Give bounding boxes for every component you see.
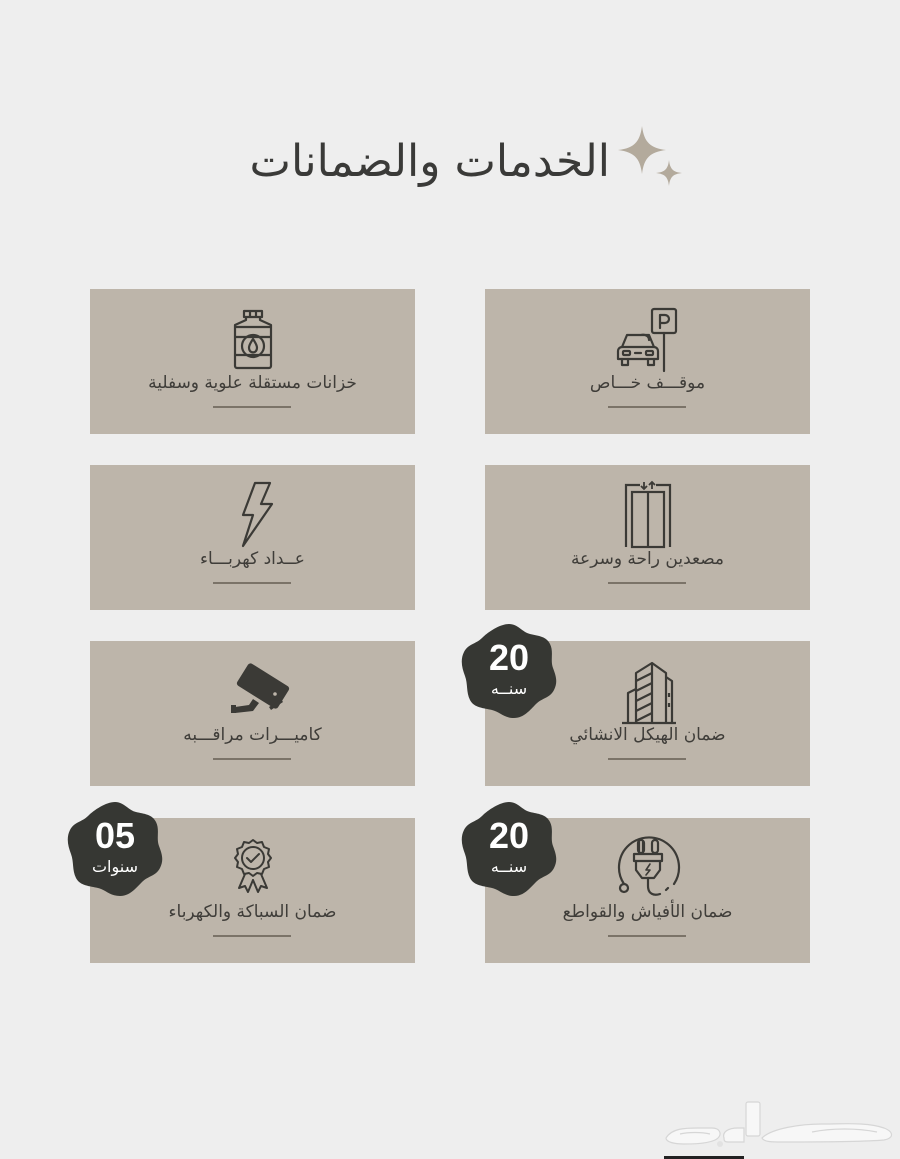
divider <box>608 406 686 408</box>
card-label: عــداد كهربـــاء <box>200 549 305 569</box>
card-tanks <box>90 289 415 434</box>
divider <box>608 758 686 760</box>
water-tank-icon <box>213 303 293 373</box>
card-label: ضمان السباكة والكهرباء <box>168 902 337 922</box>
divider <box>213 582 291 584</box>
badge-unit: سنــه <box>490 857 528 876</box>
divider <box>213 935 291 937</box>
divider <box>608 582 686 584</box>
sparkles-icon <box>612 122 692 194</box>
warranty-badge-structure <box>460 622 558 720</box>
building-icon <box>608 655 688 725</box>
card-label: خزانات مستقلة علوية وسفلية <box>148 373 357 393</box>
badge-number: 20 <box>488 815 530 856</box>
card-label: موقـــف خـــاص <box>589 373 706 393</box>
divider <box>213 758 291 760</box>
page-title: الخدمات والضمانات <box>249 136 610 187</box>
award-ribbon-icon <box>213 832 293 902</box>
card-electric-meter <box>90 465 415 610</box>
lightning-bolt-icon <box>213 479 293 549</box>
security-camera-icon <box>213 655 293 725</box>
card-label: ضمان الهيكل الانشائي <box>569 725 726 745</box>
elevator-icon <box>608 479 688 549</box>
card-cameras <box>90 641 415 786</box>
car-parking-icon <box>608 303 688 373</box>
header <box>0 118 900 208</box>
haraj-logo-icon <box>662 1098 897 1148</box>
power-plug-icon <box>608 832 688 902</box>
card-elevators <box>485 465 810 610</box>
badge-unit: سنوات <box>91 857 138 876</box>
card-label: كاميـــرات مراقـــبه <box>183 725 322 745</box>
card-label: ضمان الأفياش والقواطع <box>562 902 733 922</box>
card-parking <box>485 289 810 434</box>
badge-number: 20 <box>488 637 530 678</box>
divider <box>213 406 291 408</box>
warranty-badge-sockets <box>460 800 558 898</box>
badge-unit: سنــه <box>490 679 528 698</box>
warranty-badge-plumbing <box>66 800 164 898</box>
card-label: مصعدين راحة وسرعة <box>570 549 725 569</box>
divider <box>608 935 686 937</box>
badge-number: 05 <box>94 815 136 856</box>
